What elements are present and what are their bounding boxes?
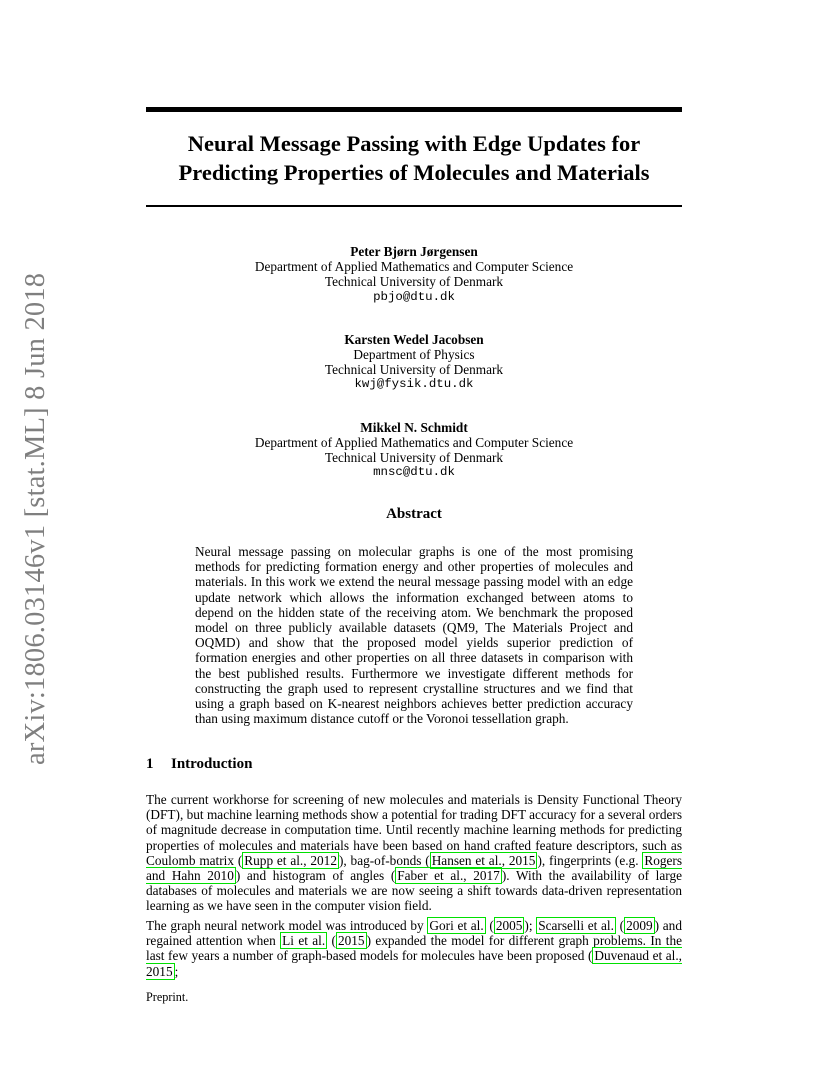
paragraph-text: ), fingerprints (e.g. xyxy=(537,852,643,868)
author-department: Department of Applied Mathematics and Computer Science xyxy=(254,259,574,275)
author-university: Technical University of Denmark xyxy=(324,362,504,378)
paragraph-text: The current workhorse for screening of new molecules and materials is Density Functional Theory (DFT), but machine learning methods show a potential for trading DFT accuracy for a several orders of magnitude decrease in computation time. Until recently machine learning methods for predicting properties of molecules and materials have been based on hand crafted feature descriptors, such as Coulomb matrix ( xyxy=(146,792,682,868)
citation-link[interactable]: Faber et al., 2017 xyxy=(397,868,500,884)
citation-link[interactable]: 2005 xyxy=(495,918,523,933)
author-2 xyxy=(146,332,682,393)
author-3 xyxy=(146,420,682,481)
paper-title xyxy=(146,129,682,187)
author-email[interactable]: kwj@fysik.dtu.dk xyxy=(354,377,474,392)
arxiv-identifier-stamp: arXiv:1806.03146v1 [stat.ML] 8 Jun 2018 xyxy=(20,272,51,765)
citation-link[interactable]: Gori et al. xyxy=(429,918,484,933)
citation-link[interactable]: Rupp et al., 2012 xyxy=(244,852,337,868)
author-name: Karsten Wedel Jacobsen xyxy=(344,331,484,347)
paragraph-text: ). With the availability of large databases of molecules and materials we are now seeing a shift towards data-driven representation learning as we have seen in the computer vision field. xyxy=(146,868,682,914)
author-name: Peter Bjørn Jørgensen xyxy=(350,244,478,259)
paragraph-text: ; xyxy=(174,963,179,979)
paragraph-text: ( xyxy=(485,918,494,933)
author-university: Technical University of Denmark xyxy=(324,274,504,290)
author-name: Mikkel N. Schmidt xyxy=(360,419,468,435)
intro-paragraph-1 xyxy=(146,792,682,914)
title-line-1: Neural Message Passing with Edge Updates for xyxy=(187,131,641,156)
author-university: Technical University of Denmark xyxy=(324,450,504,466)
paragraph-text: ) and histogram of angles ( xyxy=(235,868,396,884)
title-bottom-rule xyxy=(146,205,682,207)
author-email[interactable]: mnsc@dtu.dk xyxy=(373,465,455,480)
citation-link[interactable]: 2009 xyxy=(626,918,653,933)
title-line-2: Predicting Properties of Molecules and Materials xyxy=(178,160,650,185)
section-heading-introduction xyxy=(146,756,682,773)
citation-link[interactable]: Hansen et al., 2015 xyxy=(431,852,536,868)
abstract-heading: Abstract xyxy=(386,506,442,522)
abstract-text: Neural message passing on molecular graphs is one of the most promising methods for predicting formation energy and other properties of molecules and materials. In this work we extend the neural message passing model with an edge update network which allows the information exchanged between atoms to depend on the hidden state of the receiving atom. We benchmark the proposed model on three publicly available datasets (QM9, The Materials Project and OQMD) and show that the proposed model yields superior prediction of formation energies and other properties on all three datasets in comparison with the best published results. Furthermore we investigate different methods for constructing the graph used to represent crystalline structures and we find that using a graph based on K-nearest neighbors achieves better prediction accuracy than using maximum distance cutoff or the Voronoi tessellation graph. xyxy=(195,544,633,727)
paragraph-text: ), bag-of-bonds ( xyxy=(338,852,430,868)
author-department: Department of Applied Mathematics and Computer Science xyxy=(254,434,574,450)
paragraph-text: ( xyxy=(615,918,625,933)
citation-link[interactable]: Li et al. xyxy=(282,933,326,949)
paragraph-text: ) expanded the model for different graph problems. In the last few years a number of graph-based models for molecules have been proposed ( xyxy=(146,933,682,964)
paragraph-text: ); xyxy=(524,918,537,933)
author-block xyxy=(146,244,682,507)
title-top-rule xyxy=(146,107,682,112)
citation-link[interactable]: Duvenaud et al., 2015 xyxy=(146,948,682,979)
paragraph-text: ) and regained attention when xyxy=(146,918,682,949)
paragraph-text: The graph neural network model was introduced by xyxy=(146,918,428,933)
footer-preprint-note: Preprint. xyxy=(146,990,189,1004)
paragraph-text: ( xyxy=(327,933,336,949)
section-title: Introduction xyxy=(171,756,253,772)
intro-paragraph-2 xyxy=(146,918,682,979)
citation-link[interactable]: 2015 xyxy=(337,933,365,949)
author-1 xyxy=(146,244,682,305)
section-number: 1 xyxy=(146,756,154,772)
citation-link[interactable]: Rogers and Hahn 2010 xyxy=(146,852,683,884)
citation-link[interactable]: Scarselli et al. xyxy=(538,918,614,933)
author-email[interactable]: pbjo@dtu.dk xyxy=(373,289,455,304)
author-department: Department of Physics xyxy=(353,347,475,363)
